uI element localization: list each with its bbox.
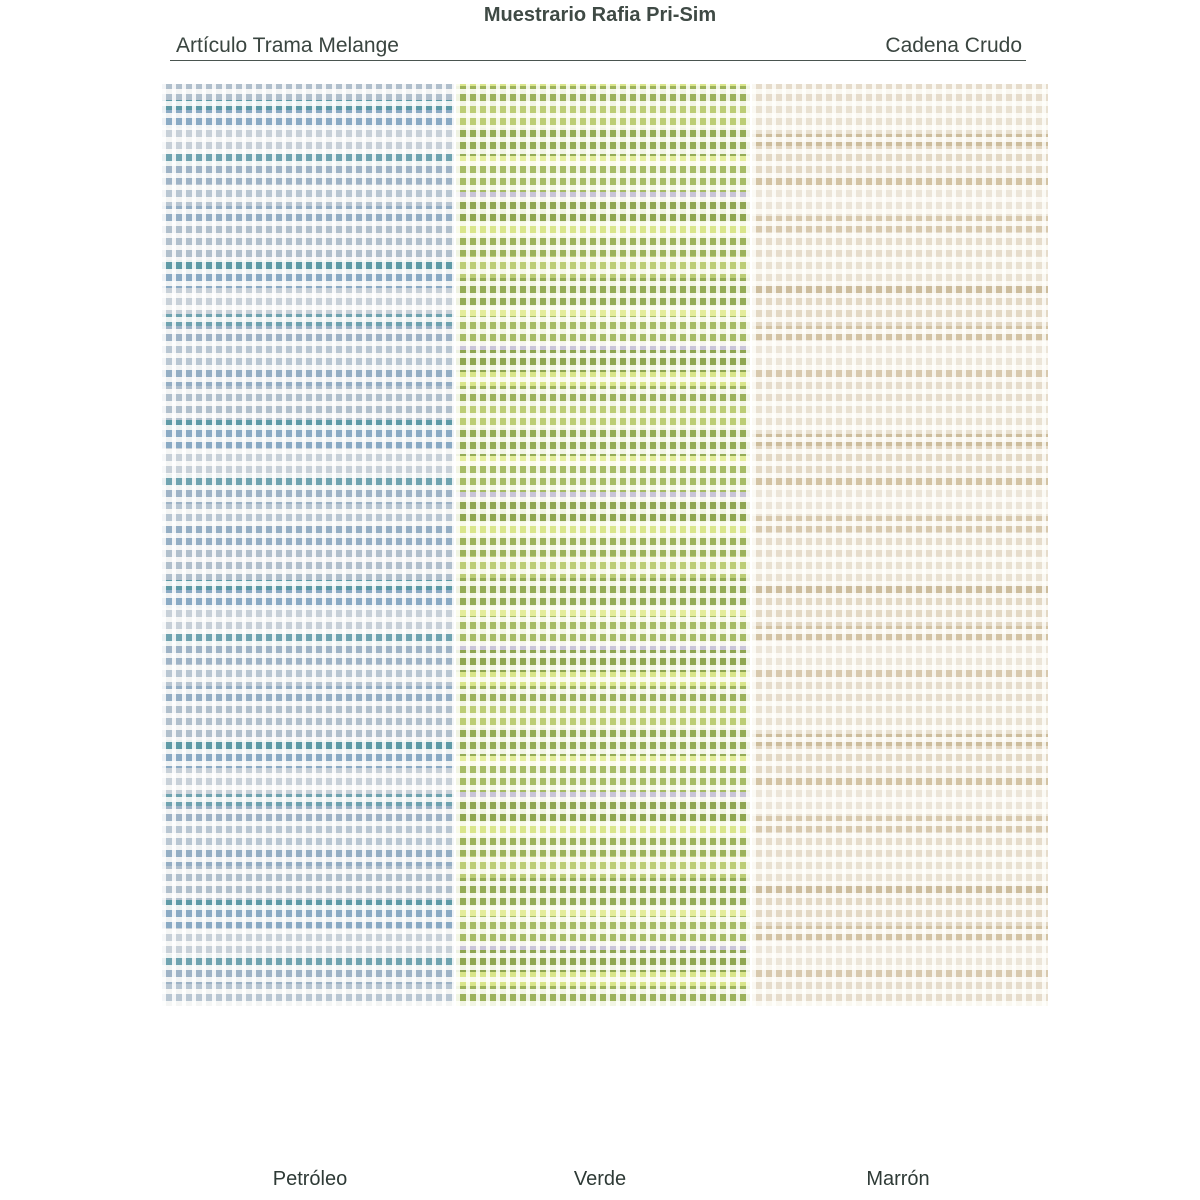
page-title: Muestrario Rafia Pri-Sim	[483, 4, 717, 26]
warp-subtitle: Cadena Crudo	[885, 34, 1022, 57]
swatch-label-marron: Marrón	[866, 1168, 930, 1190]
weave-texture	[162, 84, 454, 1006]
article-subtitle: Artículo Trama Melange	[176, 34, 399, 57]
swatch-label-petroleo: Petróleo	[272, 1168, 348, 1190]
weave-texture	[752, 84, 1048, 1006]
weave-texture	[456, 84, 750, 1006]
header-rule	[170, 60, 1026, 61]
swatch-verde	[456, 84, 750, 1006]
swatch-label-verde: Verde	[573, 1168, 627, 1190]
swatch-petroleo	[162, 84, 454, 1006]
swatch-marron	[752, 84, 1048, 1006]
